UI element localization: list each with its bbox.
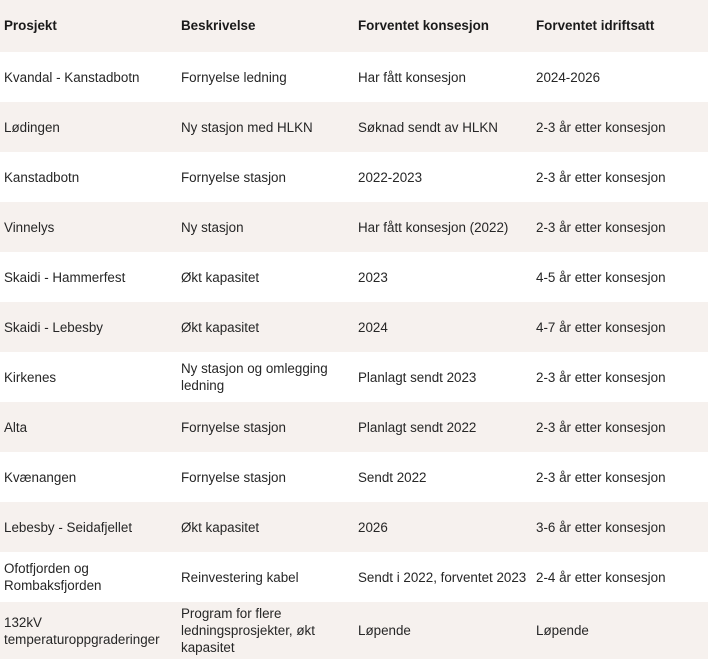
cell-beskrivelse: Økt kapasitet xyxy=(181,519,260,535)
table-row xyxy=(0,552,708,602)
table-row xyxy=(0,602,708,659)
cell-idriftsatt: 4-5 år etter konsesjon xyxy=(536,269,666,285)
cell-konsesjon: 2024 xyxy=(358,319,388,335)
cell-idriftsatt: 2-3 år etter konsesjon xyxy=(536,119,666,135)
cell-beskrivelse: Fornyelse stasjon xyxy=(181,169,286,185)
cell-idriftsatt: 2-3 år etter konsesjon xyxy=(536,419,666,435)
cell-idriftsatt: Løpende xyxy=(536,623,589,638)
table-row xyxy=(0,152,708,202)
table-row xyxy=(0,452,708,502)
table-row xyxy=(0,252,708,302)
cell-konsesjon: 2022-2023 xyxy=(358,169,423,185)
cell-konsesjon: Sendt 2022 xyxy=(358,469,427,485)
table-row xyxy=(0,302,708,352)
cell-beskrivelse: Ny stasjon og omlegging ledning xyxy=(181,361,328,393)
cell-prosjekt: Kirkenes xyxy=(4,369,57,385)
cell-konsesjon: Har fått konsesjon xyxy=(358,69,466,85)
cell-idriftsatt: 2-3 år etter konsesjon xyxy=(536,469,666,485)
cell-prosjekt: Lødingen xyxy=(4,119,60,135)
cell-prosjekt: 132kV temperaturoppgraderinger xyxy=(4,614,160,647)
cell-konsesjon: 2026 xyxy=(358,519,388,535)
cell-prosjekt: Vinnelys xyxy=(4,219,55,235)
cell-beskrivelse: Fornyelse ledning xyxy=(181,69,287,85)
cell-idriftsatt: 2024-2026 xyxy=(536,69,601,85)
cell-beskrivelse: Økt kapasitet xyxy=(181,269,260,285)
table-row xyxy=(0,402,708,452)
table-body xyxy=(0,52,708,659)
table-row xyxy=(0,52,708,102)
header-row xyxy=(0,0,708,52)
cell-konsesjon: Planlagt sendt 2022 xyxy=(358,419,477,435)
cell-beskrivelse: Fornyelse stasjon xyxy=(181,469,286,485)
column-header-beskrivelse: Beskrivelse xyxy=(181,17,256,33)
column-header-forventet-idriftsatt: Forventet idriftsatt xyxy=(536,17,655,33)
cell-idriftsatt: 2-3 år etter konsesjon xyxy=(536,369,666,385)
cell-beskrivelse: Fornyelse stasjon xyxy=(181,419,286,435)
cell-prosjekt: Ofotfjorden og Rombaksfjorden xyxy=(4,561,102,593)
cell-beskrivelse: Ny stasjon xyxy=(181,219,244,235)
cell-prosjekt: Skaidi - Lebesby xyxy=(4,319,103,335)
cell-konsesjon: Søknad sendt av HLKN xyxy=(358,119,498,135)
table-row xyxy=(0,502,708,552)
cell-prosjekt: Kvandal - Kanstadbotn xyxy=(4,69,140,85)
column-header-forventet-konsesjon: Forventet konsesjon xyxy=(358,17,489,33)
table-header xyxy=(0,0,708,52)
cell-beskrivelse: Reinvestering kabel xyxy=(181,569,299,585)
cell-idriftsatt: 2-3 år etter konsesjon xyxy=(536,219,666,235)
cell-prosjekt: Skaidi - Hammerfest xyxy=(4,269,126,285)
column-header-prosjekt: Prosjekt xyxy=(4,17,57,33)
cell-konsesjon: Løpende xyxy=(358,623,411,638)
cell-konsesjon: Sendt i 2022, forventet 2023 xyxy=(358,569,527,585)
table-row xyxy=(0,202,708,252)
cell-konsesjon: Planlagt sendt 2023 xyxy=(358,369,477,385)
cell-konsesjon: 2023 xyxy=(358,269,388,285)
cell-idriftsatt: 2-4 år etter konsesjon xyxy=(536,569,666,585)
cell-prosjekt: Lebesby - Seidafjellet xyxy=(4,519,133,535)
cell-beskrivelse: Ny stasjon med HLKN xyxy=(181,119,313,135)
cell-konsesjon: Har fått konsesjon (2022) xyxy=(358,219,509,235)
cell-prosjekt: Kanstadbotn xyxy=(4,169,80,185)
cell-idriftsatt: 2-3 år etter konsesjon xyxy=(536,169,666,185)
cell-beskrivelse: Program for flere ledningsprosjekter, økt kapasitet xyxy=(181,606,315,655)
cell-prosjekt: Kvænangen xyxy=(4,469,77,485)
cell-prosjekt: Alta xyxy=(4,419,28,435)
table-row xyxy=(0,352,708,402)
cell-idriftsatt: 3-6 år etter konsesjon xyxy=(536,519,666,535)
cell-beskrivelse: Økt kapasitet xyxy=(181,319,260,335)
cell-idriftsatt: 4-7 år etter konsesjon xyxy=(536,319,666,335)
table-row xyxy=(0,102,708,152)
